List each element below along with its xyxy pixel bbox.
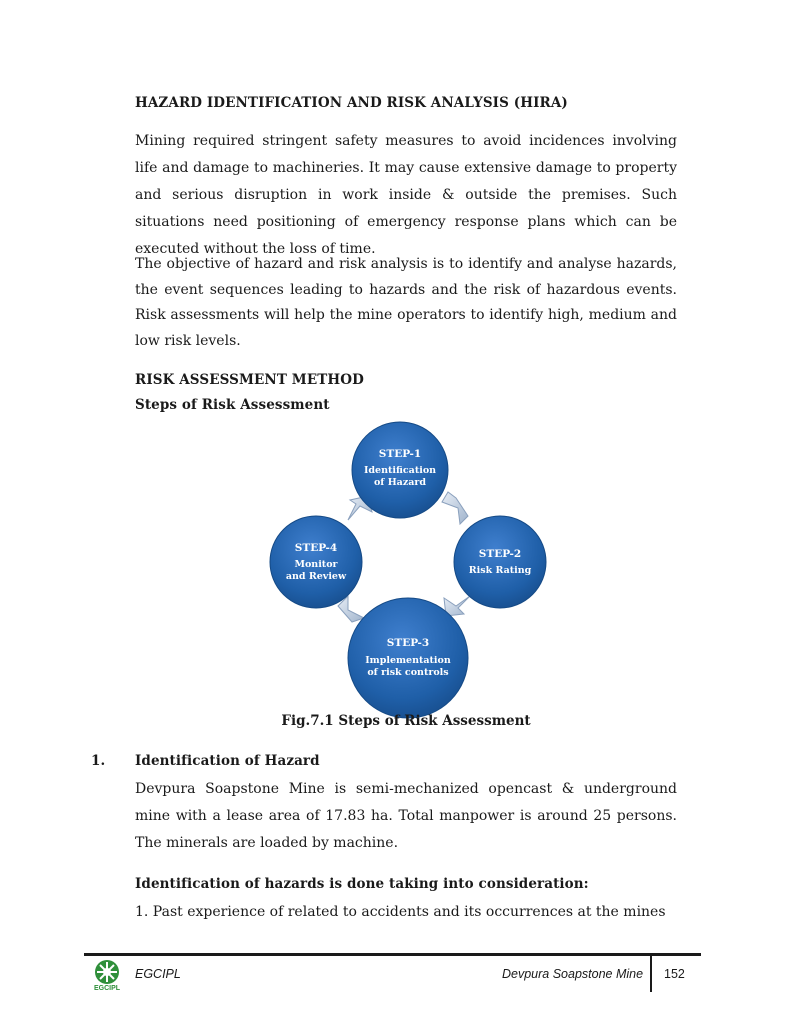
step-3-text-line1: Implementation xyxy=(365,655,451,666)
risk-assessment-cycle-diagram xyxy=(260,420,532,710)
step-3-text-line2: of risk controls xyxy=(367,667,449,678)
figure-caption: Fig.7.1 Steps of Risk Assessment xyxy=(281,713,531,729)
intro-paragraph-1: Mining required stringent safety measures to avoid incidences involving life and damage to machineries. It may cause extensive damage to property and serious disruption in work inside & outside the premises. Such situations need positioning of emergency response plans which can be executed without the loss of time. xyxy=(135,133,677,257)
steps-heading: Steps of Risk Assessment xyxy=(135,397,330,413)
step-4-text-line1: Monitor xyxy=(294,559,338,570)
step-1-circle xyxy=(352,422,448,518)
step-1-text-line2: of Hazard xyxy=(373,477,427,488)
step-3-circle xyxy=(348,598,468,718)
arrow-step1-to-step2 xyxy=(442,492,468,524)
footer-project: Devpura Soapstone Mine xyxy=(502,967,644,981)
method-heading: RISK ASSESSMENT METHOD xyxy=(135,372,364,388)
section-subheading: Identification of hazards is done taking into consideration: xyxy=(135,876,589,892)
step-4-text-line2: and Review xyxy=(285,571,347,582)
step-2-text-line1: Risk Rating xyxy=(468,565,532,576)
step-2-label: STEP-2 xyxy=(478,548,522,560)
section-paragraph: Devpura Soapstone Mine is semi-mechanized opencast & underground mine with a lease area of 17.83 ha. Total manpower is around 25 persons. The minerals are loaded by machine. xyxy=(135,781,677,851)
step-4-label: STEP-4 xyxy=(294,542,338,554)
page-number: 152 xyxy=(664,967,685,981)
footer-rule xyxy=(84,953,701,956)
intro-paragraph-2: The objective of hazard and risk analysis is to identify and analyse hazards, the event sequences leading to hazards and the risk of hazardous events. Risk assessments will help the mine operators to identify high, medium and low risk levels. xyxy=(135,256,677,349)
page-title: HAZARD IDENTIFICATION AND RISK ANALYSIS (HIRA) xyxy=(135,95,568,111)
step-1-text-line1: Identification xyxy=(363,465,437,476)
egcipl-logo-icon xyxy=(90,958,124,992)
step-1-label: STEP-1 xyxy=(378,448,422,460)
list-item-1: 1. Past experience of related to accidents and its occurrences at the mines xyxy=(135,904,666,920)
footer-divider xyxy=(650,956,652,992)
section-number: 1. xyxy=(91,753,106,769)
step-3-label: STEP-3 xyxy=(386,637,430,649)
step-4-circle xyxy=(270,516,362,608)
section-heading: Identification of Hazard xyxy=(135,753,320,769)
logo-text: EGCIPL xyxy=(93,985,121,992)
footer-company: EGCIPL xyxy=(135,967,181,981)
step-2-circle xyxy=(454,516,546,608)
